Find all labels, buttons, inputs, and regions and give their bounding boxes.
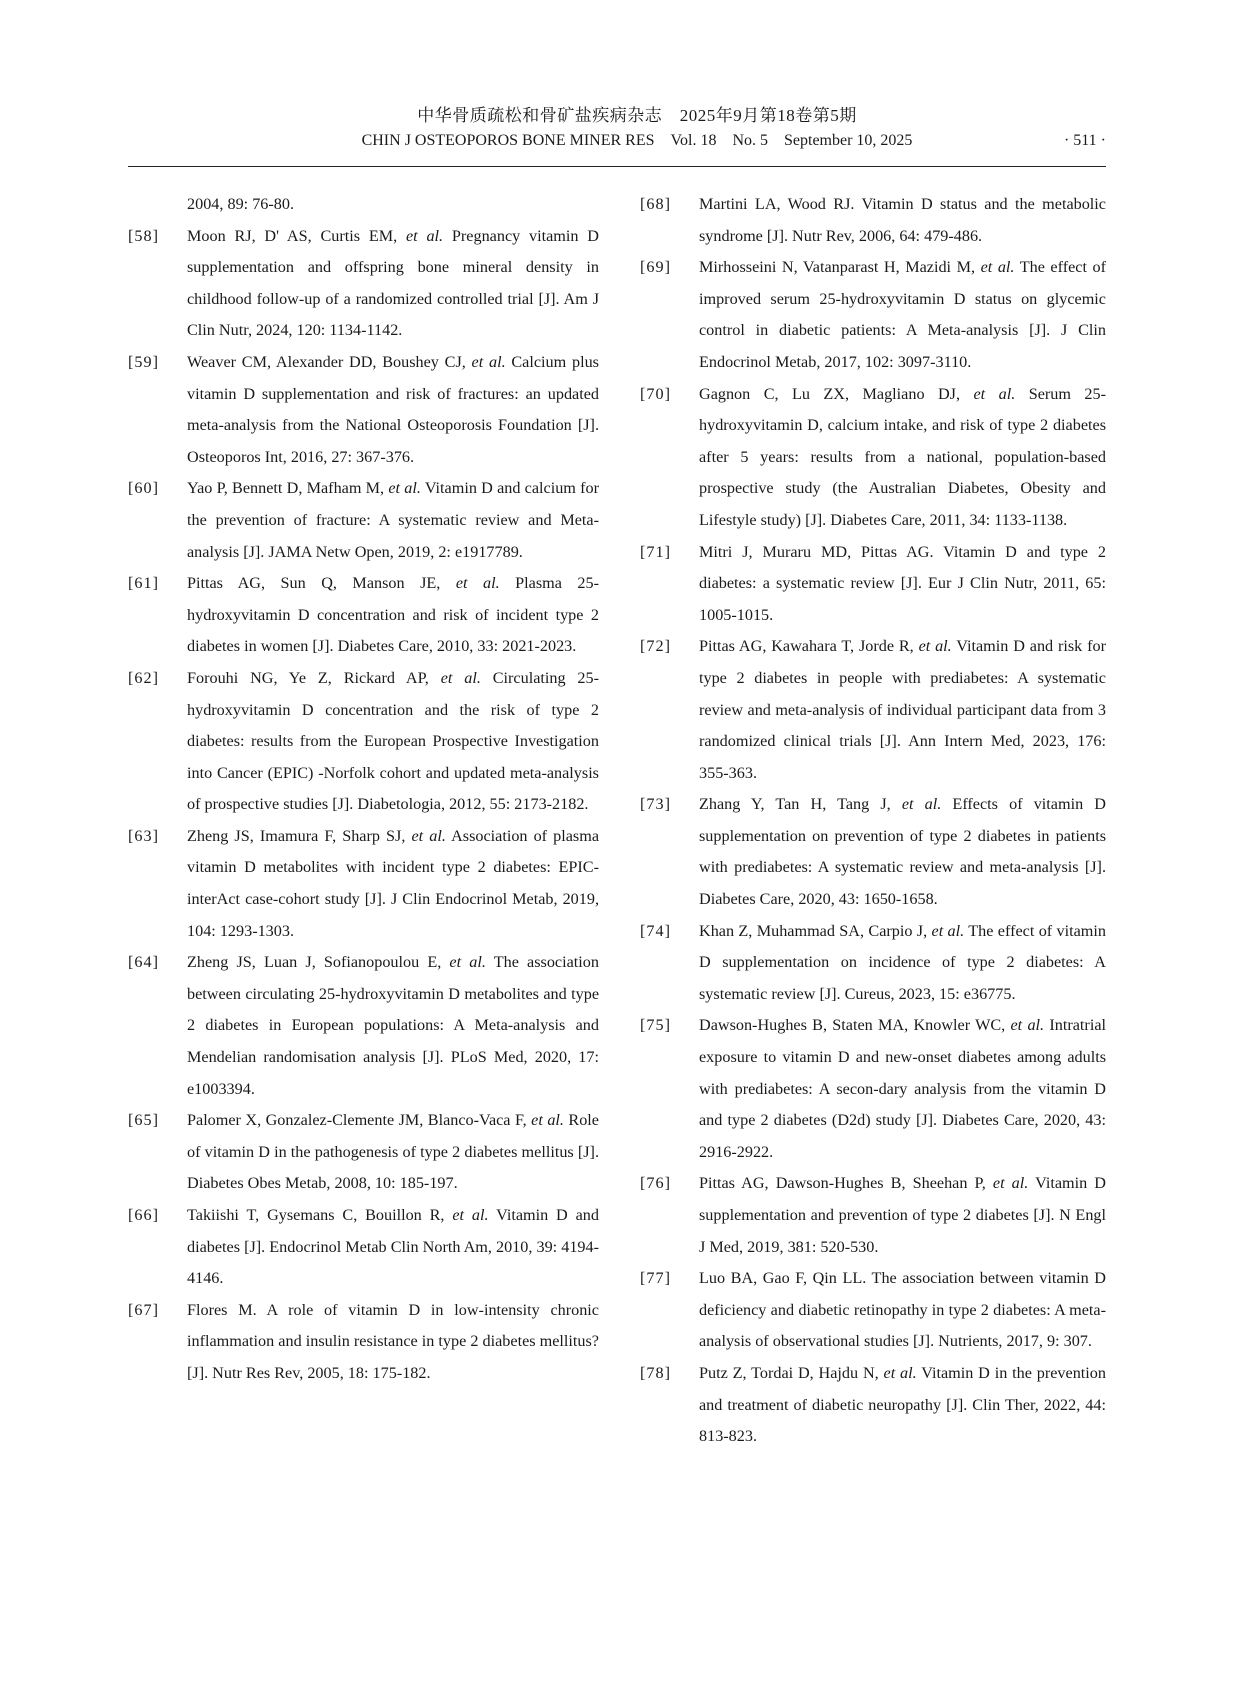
reference-text: Takiishi T, Gysemans C, Bouillon R, et al. Vitamin D and diabetes [J]. Endocrinol Metab Clin North Am, 2010, 39: 4194-4146.	[187, 1206, 599, 1288]
reference-text: Moon RJ, D' AS, Curtis EM, et al. Pregnancy vitamin D supplementation and offspring bone mineral density in childhood follow-up of a randomized controlled trial [J]. Am J Clin Nutr, 2024, 120: 1134-1142.	[187, 226, 599, 340]
reference-number: [75]	[640, 1016, 671, 1035]
reference-text: Pittas AG, Sun Q, Manson JE, et al. Plasma 25-hydroxyvitamin D concentration and risk of incident type 2 diabetes in women [J]. Diabetes Care, 2010, 33: 2021-2023.	[187, 574, 599, 656]
reference-number: [70]	[640, 384, 671, 403]
reference-text: Zheng JS, Luan J, Sofianopoulou E, et al. The association between circulating 25-hydroxyvitamin D metabolites and type 2 diabetes in European populations: A Meta-analysis and Mendelian randomisation analysis [J]. PLoS Med, 2020, 17: e1003394.	[187, 953, 599, 1098]
reference-number: [71]	[640, 542, 671, 561]
reference-number: [59]	[128, 352, 159, 371]
reference-item	[128, 821, 599, 947]
reference-item	[640, 537, 1106, 632]
running-header	[128, 104, 1106, 154]
page-number: · 511 ·	[1063, 132, 1106, 149]
reference-text: Pittas AG, Dawson-Hughes B, Sheehan P, et al. Vitamin D supplementation and prevention of type 2 diabetes [J]. N Engl J Med, 2019, 381: 520-530.	[699, 1174, 1106, 1256]
reference-text: Palomer X, Gonzalez-Clemente JM, Blanco-Vaca F, et al. Role of vitamin D in the pathogenesis of type 2 diabetes mellitus [J]. Diabetes Obes Metab, 2008, 10: 185-197.	[187, 1111, 599, 1193]
reference-number: [69]	[640, 258, 671, 277]
journal-title-en: CHIN J OSTEOPOROS BONE MINER RES Vol. 18 No. 5 September 10, 2025	[361, 132, 913, 149]
reference-number: [62]	[128, 668, 159, 687]
reference-column-left	[128, 189, 599, 1390]
reference-number: [67]	[128, 1300, 159, 1319]
reference-number: [72]	[640, 637, 671, 656]
reference-text: Zheng JS, Imamura F, Sharp SJ, et al. Association of plasma vitamin D metabolites with incident type 2 diabetes: EPIC-interAct case-cohort study [J]. J Clin Endocrinol Metab, 2019, 104: 1293-1303.	[187, 826, 600, 940]
reference-number: [66]	[128, 1206, 159, 1224]
reference-text: Dawson-Hughes B, Staten MA, Knowler WC, et al. Intratrial exposure to vitamin D and new-onset diabetes among adults with prediabetes: A secon-dary analysis from the vitamin D and type 2 diabetes (D2d) study [J]. Diabetes Care, 2020, 43: 2916-2922.	[699, 1016, 1106, 1161]
reference-item	[128, 1295, 599, 1390]
reference-text: Luo BA, Gao F, Qin LL. The association between vitamin D deficiency and diabetic retinopathy in type 2 diabetes: A meta-analysis of observational studies [J]. Nutrients, 2017, 9: 307.	[699, 1269, 1106, 1351]
reference-item	[640, 189, 1106, 252]
reference-number: [76]	[640, 1174, 671, 1193]
reference-number: [78]	[640, 1363, 671, 1382]
reference-number: [74]	[640, 921, 671, 940]
reference-item	[640, 631, 1106, 789]
reference-number: [77]	[640, 1269, 671, 1288]
reference-text: Mitri J, Muraru MD, Pittas AG. Vitamin D and type 2 diabetes: a systematic review [J]. Eur J Clin Nutr, 2011, 65: 1005-1015.	[699, 542, 1106, 624]
reference-number: [58]	[128, 226, 159, 245]
reference-item	[640, 252, 1106, 378]
reference-item	[128, 473, 599, 568]
reference-text: Khan Z, Muhammad SA, Carpio J, et al. The effect of vitamin D supplementation on incidence of type 2 diabetes: A systematic review [J]. Cureus, 2023, 15: e36775.	[699, 921, 1106, 1003]
reference-item	[640, 1263, 1106, 1358]
reference-item	[128, 347, 599, 473]
reference-text: Flores M. A role of vitamin D in low-intensity chronic inflammation and insulin resistance in type 2 diabetes mellitus? [J]. Nutr Res Rev, 2005, 18: 175-182.	[187, 1300, 599, 1382]
reference-text: Putz Z, Tordai D, Hajdu N, et al. Vitamin D in the prevention and treatment of diabetic neuropathy [J]. Clin Ther, 2022, 44: 813-823.	[699, 1363, 1106, 1446]
journal-title-cn: 中华骨质疏松和骨矿盐疾病杂志 2025年9月第18卷第5期	[417, 106, 857, 125]
reference-column-right	[640, 189, 1106, 1453]
reference-item	[128, 663, 599, 821]
journal-title-en-line	[128, 128, 1106, 154]
reference-number: [64]	[128, 953, 159, 972]
reference-text: Martini LA, Wood RJ. Vitamin D status and the metabolic syndrome [J]. Nutr Rev, 2006, 64: 479-486.	[699, 195, 1106, 245]
reference-item	[128, 568, 599, 663]
header-rule	[128, 166, 1106, 167]
reference-text: Pittas AG, Kawahara T, Jorde R, et al. Vitamin D and risk for type 2 diabetes in people with prediabetes: A systematic review and meta-analysis of individual participant data from 3 randomized clinical trials [J]. Ann Intern Med, 2023, 176: 355-363.	[699, 637, 1106, 782]
reference-item	[640, 379, 1106, 537]
reference-item	[128, 947, 599, 1105]
reference-item	[640, 1358, 1106, 1453]
reference-item	[640, 916, 1106, 1011]
reference-text: 2004, 89: 76-80.	[187, 195, 295, 213]
reference-text: Weaver CM, Alexander DD, Boushey CJ, et al. Calcium plus vitamin D supplementation and risk of fractures: an updated meta-analysis from the National Osteoporosis Foundation [J]. Osteoporos Int, 2016, 27: 367-376.	[187, 352, 599, 466]
reference-text: Forouhi NG, Ye Z, Rickard AP, et al. Circulating 25-hydroxyvitamin D concentration and the risk of type 2 diabetes: results from the European Prospective Investigation into Cancer (EPIC) -Norfolk cohort and updated meta-analysis of prospective studies [J]. Diabetologia, 2012, 55: 2173-2182.	[187, 668, 600, 814]
reference-item	[640, 789, 1106, 915]
reference-item	[128, 221, 599, 347]
reference-text: Yao P, Bennett D, Mafham M, et al. Vitamin D and calcium for the prevention of fracture: A systematic review and Meta-analysis [J]. JAMA Netw Open, 2019, 2: e1917789.	[187, 479, 600, 561]
reference-number: [65]	[128, 1111, 159, 1130]
reference-text: Mirhosseini N, Vatanparast H, Mazidi M, et al. The effect of improved serum 25-hydroxyvitamin D status on glycemic control in diabetic patients: A Meta-analysis [J]. J Clin Endocrinol Metab, 2017, 102: 3097-3110.	[699, 258, 1106, 371]
reference-number: [61]	[128, 574, 159, 593]
reference-number: [60]	[128, 479, 159, 498]
reference-text: Zhang Y, Tan H, Tang J, et al. Effects of vitamin D supplementation on prevention of type 2 diabetes in patients with prediabetes: A systematic review and meta-analysis [J]. Diabetes Care, 2020, 43: 1650-1658.	[699, 795, 1106, 909]
reference-text: Gagnon C, Lu ZX, Magliano DJ, et al. Serum 25-hydroxyvitamin D, calcium intake, and risk of type 2 diabetes after 5 years: results from a national, population-based prospective study (the Australian Diabetes, Obesity and Lifestyle study) [J]. Diabetes Care, 2011, 34: 1133-1138.	[699, 384, 1107, 529]
reference-number: [73]	[640, 795, 671, 814]
reference-number: [63]	[128, 826, 159, 845]
reference-number: [68]	[640, 195, 671, 213]
reference-item	[640, 1010, 1106, 1168]
reference-item	[128, 1105, 599, 1200]
reference-item	[128, 189, 599, 221]
reference-item	[640, 1168, 1106, 1263]
reference-item	[128, 1200, 599, 1295]
